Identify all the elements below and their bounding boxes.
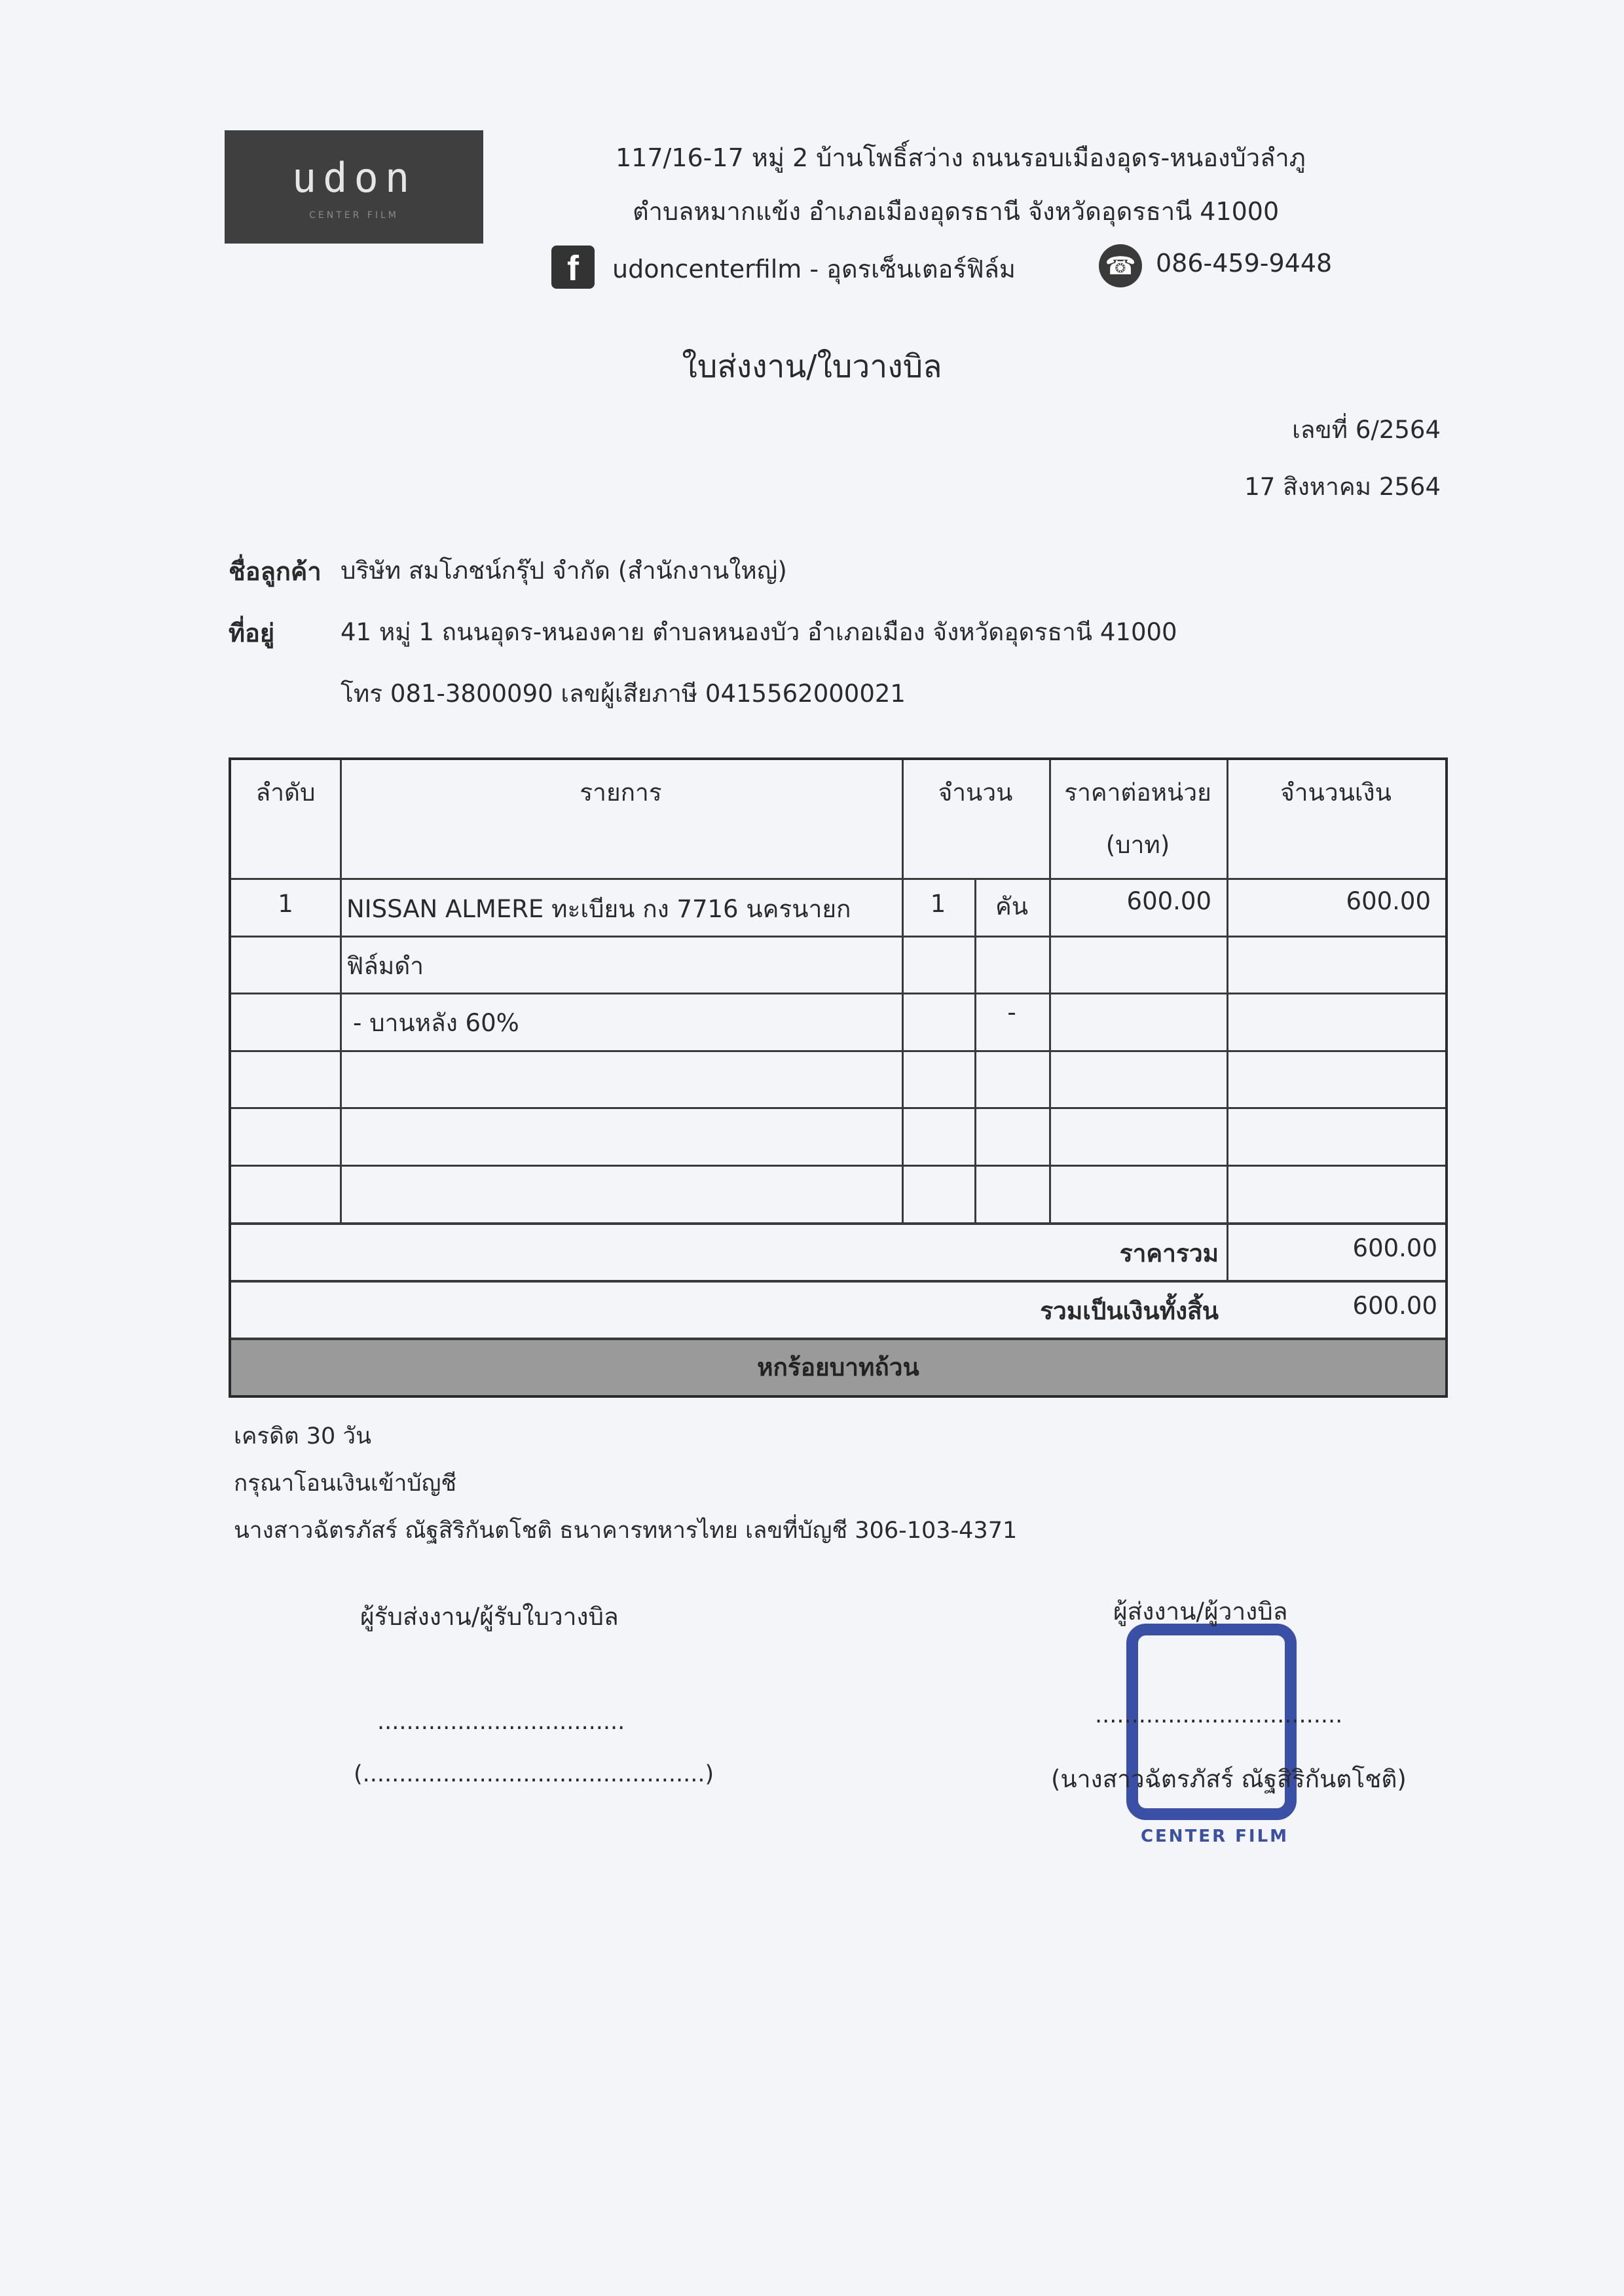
header-amount: จำนวนเงิน [1280, 778, 1392, 807]
address-line-1: 117/16-17 หมู่ 2 บ้านโพธิ์สว่าง ถนนรอบเมืองอุดร-หนองบัวลำภู [616, 143, 1306, 172]
row-2-item: ฟิล์มดำ [346, 952, 424, 980]
header-qty: จำนวน [938, 778, 1013, 807]
header-item: รายการ [580, 778, 662, 807]
company-logo [225, 130, 483, 244]
row-3-unit: - [1007, 998, 1016, 1027]
header-unit-price-unit: (บาท) [1105, 831, 1170, 859]
customer-name: บริษัท สมโภชน์กรุ๊ป จำกัด (สำนักงานใหญ่) [341, 556, 787, 585]
receiver-label: ผู้รับส่งงาน/ผู้รับใบวางบิล [360, 1603, 619, 1631]
row-3-item: - บานหลัง 60% [353, 1009, 519, 1037]
sender-name: (นางสาวฉัตรภัสร์ ณัฐสิริกันตโชติ) [1051, 1765, 1407, 1793]
transfer-note: กรุณาโอนเงินเข้าบัญชี [234, 1470, 457, 1497]
sender-label: ผู้ส่งงาน/ผู้วางบิล [1113, 1597, 1288, 1626]
bank-account: นางสาวฉัตรภัสร์ ณัฐสิริกันตโชติ ธนาคารทหารไทย เลขที่บัญชี 306-103-4371 [234, 1518, 1018, 1544]
facebook-page: udoncenterfilm - อุดรเซ็นเตอร์ฟิล์ม [612, 255, 1016, 283]
row-1-amount: 600.00 [1346, 887, 1431, 915]
receiver-name: (...............................................) [354, 1761, 714, 1787]
customer-address-label: ที่อยู่ [229, 619, 275, 647]
document-title: ใบส่งงาน/ใบวางบิล [682, 348, 942, 385]
subtotal-value: 600.00 [1352, 1234, 1437, 1262]
phone-icon: ☎ [1099, 244, 1142, 287]
document-date: 17 สิงหาคม 2564 [1244, 473, 1441, 501]
subtotal-label: ราคารวม [1119, 1239, 1219, 1267]
stamp-text: CENTER FILM [1140, 1827, 1289, 1846]
total-in-words: หกร้อยบาทถ้วน [231, 1340, 1445, 1395]
row-1-price: 600.00 [1126, 887, 1211, 915]
header-unit-price: ราคาต่อหน่วย [1064, 778, 1211, 807]
address-line-2: ตำบลหมากแข้ง อำเภอเมืองอุดรธานี จังหวัดอุดรธานี 41000 [633, 197, 1280, 226]
document-number: เลขที่ 6/2564 [1292, 416, 1441, 444]
header-no: ลำดับ [255, 778, 316, 807]
logo-text: udon [291, 154, 416, 202]
row-1-qty: 1 [930, 890, 946, 918]
row-1-item: NISSAN ALMERE ทะเบียน กง 7716 นครนายก [346, 895, 851, 923]
total-value: 600.00 [1352, 1292, 1437, 1320]
logo-subtext: CENTER FILM [309, 210, 399, 221]
receiver-signature-line: .................................. [377, 1709, 625, 1735]
facebook-icon: f [551, 246, 595, 289]
customer-address: 41 หมู่ 1 ถนนอุดร-หนองคาย ตำบลหนองบัว อำเภอเมือง จังหวัดอุดรธานี 41000 [341, 618, 1177, 646]
row-1-unit: คัน [995, 892, 1029, 920]
sender-signature-line: .................................. [1095, 1702, 1343, 1728]
customer-contact: โทร 081-3800090 เลขผู้เสียภาษี 0415562000021 [341, 680, 906, 708]
total-label: รวมเป็นเงินทั้งสิ้น [1040, 1297, 1219, 1325]
row-1-no: 1 [278, 890, 293, 918]
customer-name-label: ชื่อลูกค้า [229, 557, 322, 586]
items-table [229, 757, 1448, 1398]
credit-terms: เครดิต 30 วัน [234, 1423, 371, 1449]
phone-number: 086-459-9448 [1156, 249, 1333, 278]
